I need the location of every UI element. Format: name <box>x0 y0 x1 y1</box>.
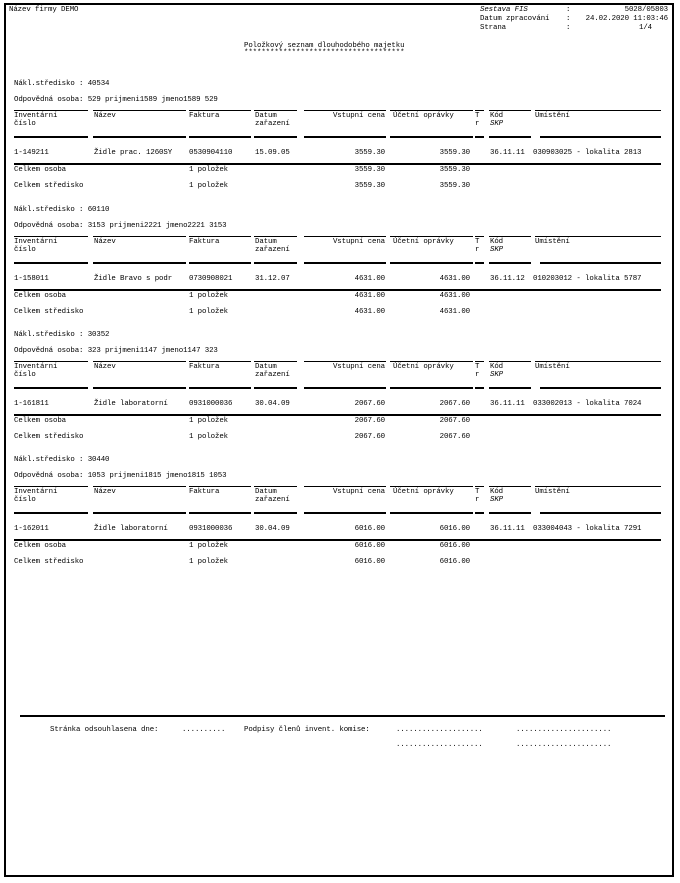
col-depreciation: Účetní oprávky <box>393 488 454 496</box>
total-person-count: 1 položek <box>189 292 229 300</box>
col-skp-1: Kód <box>490 363 504 371</box>
total-person-label: Celkem osoba <box>14 417 67 425</box>
col-skp-2: SKP <box>490 246 504 254</box>
header-rule-bottom <box>254 387 297 389</box>
col-date-1: Datum <box>255 112 277 120</box>
col-depreciation: Účetní oprávky <box>393 363 454 371</box>
header-rule-top <box>489 361 531 362</box>
col-tr-1: T <box>475 238 480 246</box>
cell-date: 31.12.07 <box>255 275 290 283</box>
cell-date: 30.04.09 <box>255 525 290 533</box>
header-rule-top <box>489 110 531 111</box>
col-entry-price: Vstupní cena <box>332 112 385 120</box>
total-center-count: 1 položek <box>189 182 229 190</box>
col-date-2: zařazení <box>255 120 290 128</box>
header-rule-bottom <box>14 387 88 389</box>
total-person-count: 1 položek <box>189 166 229 174</box>
col-date-2: zařazení <box>255 246 290 254</box>
cell-entry-price: 6016.00 <box>354 525 385 533</box>
cost-center-label: Nákl.středisko : 60110 <box>14 206 110 214</box>
col-entry-price: Vstupní cena <box>332 363 385 371</box>
totals-divider <box>14 289 661 291</box>
cell-invoice: 0530904110 <box>189 149 233 157</box>
responsible-person-label: Odpovědná osoba: 3153 prijmeni2221 jmeno2221 3153 <box>14 222 227 230</box>
col-depreciation: Účetní oprávky <box>393 238 454 246</box>
col-inv-no-1: Inventární <box>14 112 58 120</box>
total-person-depreciation: 4631.00 <box>439 292 470 300</box>
col-skp-2: SKP <box>490 496 504 504</box>
totals-divider <box>14 414 661 416</box>
col-invoice: Faktura <box>189 488 220 496</box>
cell-skp: 36.11.11 <box>490 400 525 408</box>
col-tr-2: r <box>475 246 480 254</box>
header-rule-top <box>304 110 386 111</box>
cell-name: Židle prac. 1260SY <box>94 149 173 157</box>
totals-divider <box>14 163 661 165</box>
col-date-2: zařazení <box>255 496 290 504</box>
total-center-depreciation: 3559.30 <box>439 182 470 190</box>
header-rule-bottom <box>390 262 473 264</box>
header-rule-bottom <box>540 262 661 264</box>
header-rule-bottom <box>254 136 297 138</box>
cell-skp: 36.11.11 <box>490 525 525 533</box>
total-person-label: Celkem osoba <box>14 292 67 300</box>
cell-name: Židle laboratorní <box>94 525 168 533</box>
meta-value-report: 5028/05803 <box>624 6 668 14</box>
header-rule-top <box>535 486 661 487</box>
cell-entry-price: 4631.00 <box>354 275 385 283</box>
col-inv-no-1: Inventární <box>14 363 58 371</box>
header-rule-bottom <box>304 136 386 138</box>
header-rule-top <box>304 486 386 487</box>
header-rule-bottom <box>390 136 473 138</box>
total-person-depreciation: 3559.30 <box>439 166 470 174</box>
header-rule-top <box>93 110 186 111</box>
header-rule-bottom <box>489 387 531 389</box>
header-rule-top <box>489 486 531 487</box>
header-rule-bottom <box>14 512 88 514</box>
col-invoice: Faktura <box>189 363 220 371</box>
cost-center-label: Nákl.středisko : 40534 <box>14 80 110 88</box>
header-rule-bottom <box>475 262 484 264</box>
meta-sep-date: : <box>566 15 571 23</box>
header-rule-bottom <box>489 136 531 138</box>
cell-name: Židle Bravo s podr <box>94 275 173 283</box>
cell-location: 010203012 - lokalita 5787 <box>533 275 642 283</box>
header-rule-top <box>535 110 661 111</box>
header-rule-top <box>93 361 186 362</box>
header-rule-top <box>489 236 531 237</box>
header-rule-top <box>14 486 88 487</box>
col-inv-no-1: Inventární <box>14 488 58 496</box>
total-center-entry-price: 6016.00 <box>354 558 385 566</box>
cell-invoice: 0730908021 <box>189 275 233 283</box>
cell-depreciation: 4631.00 <box>439 275 470 283</box>
total-person-entry-price: 3559.30 <box>354 166 385 174</box>
header-rule-top <box>535 361 661 362</box>
header-rule-bottom <box>93 512 186 514</box>
total-person-entry-price: 4631.00 <box>354 292 385 300</box>
responsible-person-label: Odpovědná osoba: 323 prijmeni1147 jmeno1147 323 <box>14 347 218 355</box>
col-location: Umístění <box>535 238 570 246</box>
report-title: Položkový seznam dlouhodobého majetku <box>244 42 405 50</box>
responsible-person-label: Odpovědná osoba: 529 prijmeni1589 jmeno1589 529 <box>14 96 218 104</box>
col-tr-2: r <box>475 496 480 504</box>
footer-divider <box>20 715 665 717</box>
signature-line-2: ...................... <box>516 726 612 734</box>
total-center-count: 1 položek <box>189 308 229 316</box>
total-center-depreciation: 2067.60 <box>439 433 470 441</box>
col-inv-no-2: číslo <box>14 371 36 379</box>
header-rule-bottom <box>540 136 661 138</box>
header-rule-top <box>14 110 88 111</box>
header-rule-top <box>535 236 661 237</box>
col-invoice: Faktura <box>189 112 220 120</box>
header-rule-bottom <box>540 387 661 389</box>
col-location: Umístění <box>535 112 570 120</box>
header-rule-top <box>390 236 473 237</box>
col-skp-2: SKP <box>490 120 504 128</box>
header-rule-top <box>254 110 297 111</box>
col-tr-2: r <box>475 371 480 379</box>
col-depreciation: Účetní oprávky <box>393 112 454 120</box>
header-rule-bottom <box>189 136 251 138</box>
cell-inv-no: 1-162011 <box>14 525 49 533</box>
cell-date: 30.04.09 <box>255 400 290 408</box>
header-rule-top <box>390 361 473 362</box>
header-rule-bottom <box>304 262 386 264</box>
meta-sep-page: : <box>566 24 571 32</box>
col-location: Umístění <box>535 363 570 371</box>
total-person-count: 1 položek <box>189 417 229 425</box>
header-rule-bottom <box>14 136 88 138</box>
total-center-entry-price: 4631.00 <box>354 308 385 316</box>
cell-entry-price: 3559.30 <box>354 149 385 157</box>
meta-label-page: Strana <box>480 24 507 32</box>
approved-dots: .......... <box>182 726 226 734</box>
total-person-count: 1 položek <box>189 542 229 550</box>
header-rule-bottom <box>489 262 531 264</box>
header-rule-top <box>475 236 484 237</box>
cell-inv-no: 1-161811 <box>14 400 49 408</box>
cell-depreciation: 2067.60 <box>439 400 470 408</box>
col-inv-no-1: Inventární <box>14 238 58 246</box>
cell-location: 033002013 - lokalita 7024 <box>533 400 642 408</box>
col-inv-no-2: číslo <box>14 120 36 128</box>
total-center-entry-price: 3559.30 <box>354 182 385 190</box>
total-person-label: Celkem osoba <box>14 166 67 174</box>
header-rule-bottom <box>189 387 251 389</box>
cell-depreciation: 6016.00 <box>439 525 470 533</box>
cell-inv-no: 1-149211 <box>14 149 49 157</box>
cost-center-label: Nákl.středisko : 30440 <box>14 456 110 464</box>
col-skp-1: Kód <box>490 112 504 120</box>
col-invoice: Faktura <box>189 238 220 246</box>
cell-location: 030903025 - lokalita 2813 <box>533 149 642 157</box>
col-entry-price: Vstupní cena <box>332 488 385 496</box>
meta-label-date: Datum zpracování <box>480 15 550 23</box>
header-rule-bottom <box>475 136 484 138</box>
meta-value-page: 1/4 <box>638 24 652 32</box>
signature-line-1: .................... <box>396 726 483 734</box>
cell-date: 15.09.05 <box>255 149 290 157</box>
company-name: Název firmy DEMO <box>9 6 79 14</box>
cell-depreciation: 3559.30 <box>439 149 470 157</box>
total-person-depreciation: 6016.00 <box>439 542 470 550</box>
header-rule-top <box>254 236 297 237</box>
header-rule-bottom <box>189 512 251 514</box>
responsible-person-label: Odpovědná osoba: 1053 prijmeni1815 jmeno1815 1053 <box>14 472 227 480</box>
header-rule-bottom <box>93 387 186 389</box>
header-rule-top <box>304 361 386 362</box>
header-rule-bottom <box>390 512 473 514</box>
cell-name: Židle laboratorní <box>94 400 168 408</box>
report-title-underline: ************************************* <box>244 49 405 57</box>
col-date-2: zařazení <box>255 371 290 379</box>
header-rule-top <box>14 361 88 362</box>
header-rule-top <box>93 236 186 237</box>
header-rule-bottom <box>93 136 186 138</box>
meta-value-date: 24.02.2020 11:03:46 <box>585 15 668 23</box>
approved-label: Stránka odsouhlasena dne: <box>50 726 159 734</box>
header-rule-top <box>254 486 297 487</box>
total-center-depreciation: 6016.00 <box>439 558 470 566</box>
cell-skp: 36.11.11 <box>490 149 525 157</box>
header-rule-bottom <box>304 387 386 389</box>
header-rule-bottom <box>475 387 484 389</box>
col-inv-no-2: číslo <box>14 246 36 254</box>
total-person-label: Celkem osoba <box>14 542 67 550</box>
col-tr-1: T <box>475 488 480 496</box>
signature-line-3: .................... <box>396 741 483 749</box>
col-skp-1: Kód <box>490 488 504 496</box>
col-tr-1: T <box>475 112 480 120</box>
col-date-1: Datum <box>255 238 277 246</box>
total-center-label: Celkem středisko <box>14 182 84 190</box>
cell-skp: 36.11.12 <box>490 275 525 283</box>
header-rule-top <box>475 361 484 362</box>
total-center-count: 1 položek <box>189 558 229 566</box>
meta-sep-report: : <box>566 6 571 14</box>
col-skp-2: SKP <box>490 371 504 379</box>
header-rule-bottom <box>93 262 186 264</box>
cell-entry-price: 2067.60 <box>354 400 385 408</box>
header-rule-top <box>304 236 386 237</box>
header-rule-top <box>189 361 251 362</box>
col-entry-price: Vstupní cena <box>332 238 385 246</box>
header-rule-top <box>254 361 297 362</box>
col-tr-1: T <box>475 363 480 371</box>
cell-inv-no: 1-158011 <box>14 275 49 283</box>
header-rule-top <box>390 110 473 111</box>
header-rule-bottom <box>14 262 88 264</box>
totals-divider <box>14 539 661 541</box>
col-date-1: Datum <box>255 363 277 371</box>
total-center-label: Celkem středisko <box>14 558 84 566</box>
col-name: Název <box>94 112 116 120</box>
total-center-label: Celkem středisko <box>14 433 84 441</box>
header-rule-top <box>189 486 251 487</box>
header-rule-bottom <box>254 262 297 264</box>
header-rule-bottom <box>304 512 386 514</box>
header-rule-bottom <box>489 512 531 514</box>
cell-location: 033004043 - lokalita 7291 <box>533 525 642 533</box>
header-rule-top <box>189 236 251 237</box>
header-rule-bottom <box>475 512 484 514</box>
col-skp-1: Kód <box>490 238 504 246</box>
total-person-entry-price: 2067.60 <box>354 417 385 425</box>
total-center-count: 1 položek <box>189 433 229 441</box>
total-person-depreciation: 2067.60 <box>439 417 470 425</box>
total-center-entry-price: 2067.60 <box>354 433 385 441</box>
col-name: Název <box>94 363 116 371</box>
header-rule-bottom <box>540 512 661 514</box>
header-rule-bottom <box>254 512 297 514</box>
meta-label-report: Sestava FIS <box>480 6 528 14</box>
header-rule-top <box>475 110 484 111</box>
col-name: Název <box>94 238 116 246</box>
total-center-label: Celkem středisko <box>14 308 84 316</box>
cell-invoice: 0931000036 <box>189 525 233 533</box>
cell-invoice: 0931000036 <box>189 400 233 408</box>
total-person-entry-price: 6016.00 <box>354 542 385 550</box>
col-name: Název <box>94 488 116 496</box>
header-rule-bottom <box>390 387 473 389</box>
signature-line-4: ...................... <box>516 741 612 749</box>
header-rule-top <box>390 486 473 487</box>
col-location: Umístění <box>535 488 570 496</box>
cost-center-label: Nákl.středisko : 30352 <box>14 331 110 339</box>
header-rule-top <box>189 110 251 111</box>
total-center-depreciation: 4631.00 <box>439 308 470 316</box>
header-rule-top <box>475 486 484 487</box>
header-rule-top <box>93 486 186 487</box>
header-rule-top <box>14 236 88 237</box>
col-tr-2: r <box>475 120 480 128</box>
col-inv-no-2: číslo <box>14 496 36 504</box>
signatures-label: Podpisy členů invent. komise: <box>244 726 370 734</box>
col-date-1: Datum <box>255 488 277 496</box>
header-rule-bottom <box>189 262 251 264</box>
